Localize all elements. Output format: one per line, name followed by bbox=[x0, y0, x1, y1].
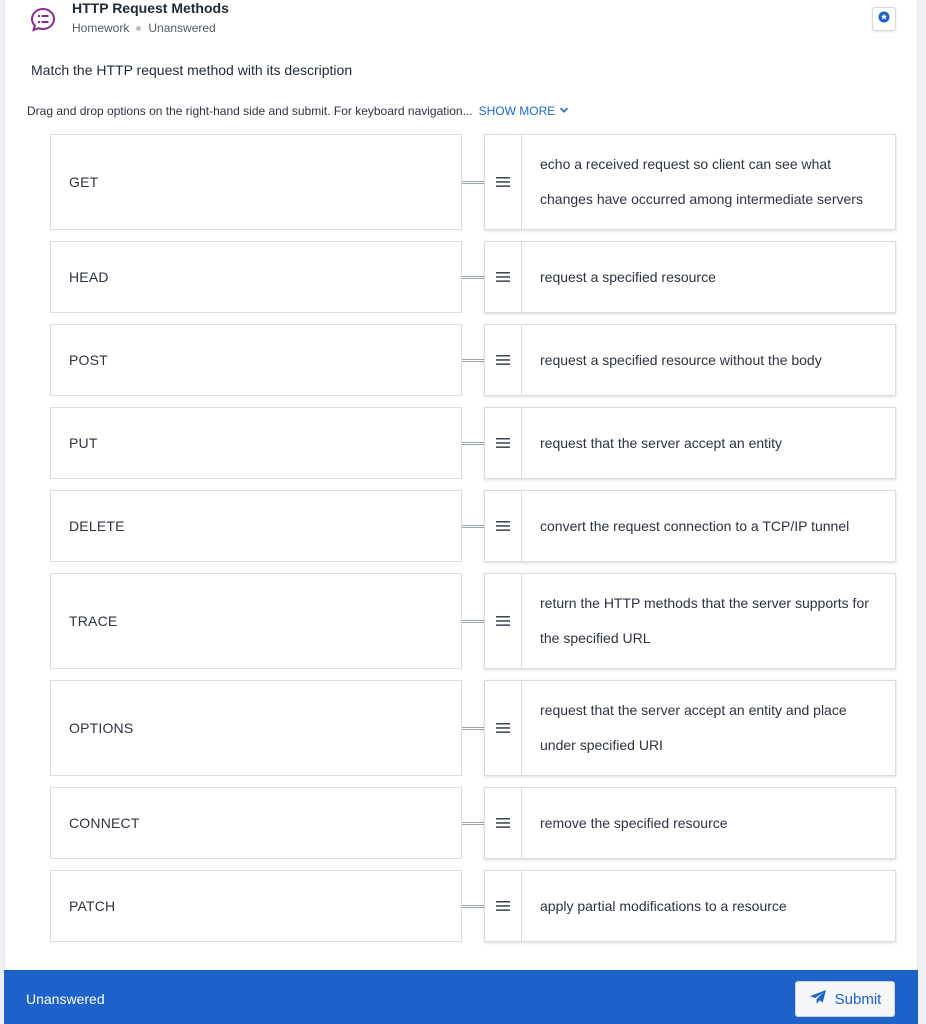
drag-handle-icon[interactable] bbox=[485, 681, 522, 775]
connector-line bbox=[462, 276, 484, 279]
option-text: request a specified resource without the body bbox=[540, 351, 822, 368]
connector-line bbox=[462, 905, 484, 908]
bookmark-button[interactable] bbox=[872, 7, 896, 31]
match-row bbox=[50, 573, 896, 669]
footer-bar bbox=[4, 970, 918, 1024]
connector-line bbox=[462, 442, 484, 445]
draggable-option[interactable] bbox=[484, 490, 896, 562]
match-row bbox=[50, 490, 896, 562]
option-text: request that the server accept an entity and place under specified URI bbox=[540, 702, 847, 753]
chevron-down-icon bbox=[555, 104, 569, 118]
chat-question-icon bbox=[28, 5, 58, 35]
instructions bbox=[27, 104, 569, 118]
connector-line bbox=[462, 620, 484, 623]
footer-status: Unanswered bbox=[26, 991, 105, 1007]
term-box: TRACE bbox=[50, 573, 462, 669]
option-text: request that the server accept an entity bbox=[540, 434, 783, 451]
option-text: echo a received request so client can see what changes have occurred among intermediate servers bbox=[540, 156, 863, 207]
drag-handle-icon[interactable] bbox=[485, 871, 522, 941]
drag-handle-icon[interactable] bbox=[485, 242, 522, 312]
match-row bbox=[50, 787, 896, 859]
match-row bbox=[50, 134, 896, 230]
draggable-option[interactable] bbox=[484, 573, 896, 669]
drag-handle-icon[interactable] bbox=[485, 135, 522, 229]
drag-handle-icon[interactable] bbox=[485, 574, 522, 668]
term-box: CONNECT bbox=[50, 787, 462, 859]
term-box: HEAD bbox=[50, 241, 462, 313]
term-box: OPTIONS bbox=[50, 680, 462, 776]
draggable-option[interactable] bbox=[484, 134, 896, 230]
star-badge-icon bbox=[878, 10, 890, 28]
status-label: Unanswered bbox=[148, 21, 216, 35]
question-text: Match the HTTP request method with its description bbox=[31, 62, 353, 78]
option-text: convert the request connection to a TCP/IP tunnel bbox=[540, 517, 850, 534]
draggable-option[interactable] bbox=[484, 787, 896, 859]
show-more-link[interactable] bbox=[479, 104, 570, 118]
connector-line bbox=[462, 359, 484, 362]
category-label: Homework bbox=[72, 21, 130, 35]
term-box: DELETE bbox=[50, 490, 462, 562]
instructions-text: Drag and drop options on the right-hand side and submit. For keyboard navigation... bbox=[27, 104, 473, 118]
term-box: GET bbox=[50, 134, 462, 230]
draggable-option[interactable] bbox=[484, 241, 896, 313]
separator-dot bbox=[136, 26, 141, 31]
match-row bbox=[50, 680, 896, 776]
draggable-option[interactable] bbox=[484, 407, 896, 479]
show-more-label: SHOW MORE bbox=[478, 104, 556, 118]
drag-handle-icon[interactable] bbox=[485, 408, 522, 478]
option-text: remove the specified resource bbox=[540, 814, 728, 831]
term-box: PUT bbox=[50, 407, 462, 479]
draggable-option[interactable] bbox=[484, 324, 896, 396]
draggable-option[interactable] bbox=[484, 680, 896, 776]
match-row bbox=[50, 407, 896, 479]
option-text: apply partial modifications to a resource bbox=[540, 897, 787, 914]
match-row bbox=[50, 324, 896, 396]
term-box: POST bbox=[50, 324, 462, 396]
page-title: HTTP Request Methods bbox=[72, 0, 229, 16]
drag-handle-icon[interactable] bbox=[485, 788, 522, 858]
submit-label: Submit bbox=[834, 990, 882, 1008]
connector-line bbox=[462, 181, 484, 184]
option-text: return the HTTP methods that the server supports for the specified URL bbox=[540, 595, 869, 646]
match-row bbox=[50, 870, 896, 942]
submit-button[interactable] bbox=[795, 981, 895, 1017]
paper-plane-icon bbox=[809, 989, 835, 1009]
drag-handle-icon[interactable] bbox=[485, 491, 522, 561]
connector-line bbox=[462, 525, 484, 528]
drag-handle-icon[interactable] bbox=[485, 325, 522, 395]
question-card bbox=[4, 0, 918, 970]
connector-line bbox=[462, 822, 484, 825]
connector-line bbox=[462, 727, 484, 730]
match-row bbox=[50, 241, 896, 313]
draggable-option[interactable] bbox=[484, 870, 896, 942]
option-text: request a specified resource bbox=[540, 268, 716, 285]
term-box: PATCH bbox=[50, 870, 462, 942]
question-meta bbox=[72, 21, 216, 35]
